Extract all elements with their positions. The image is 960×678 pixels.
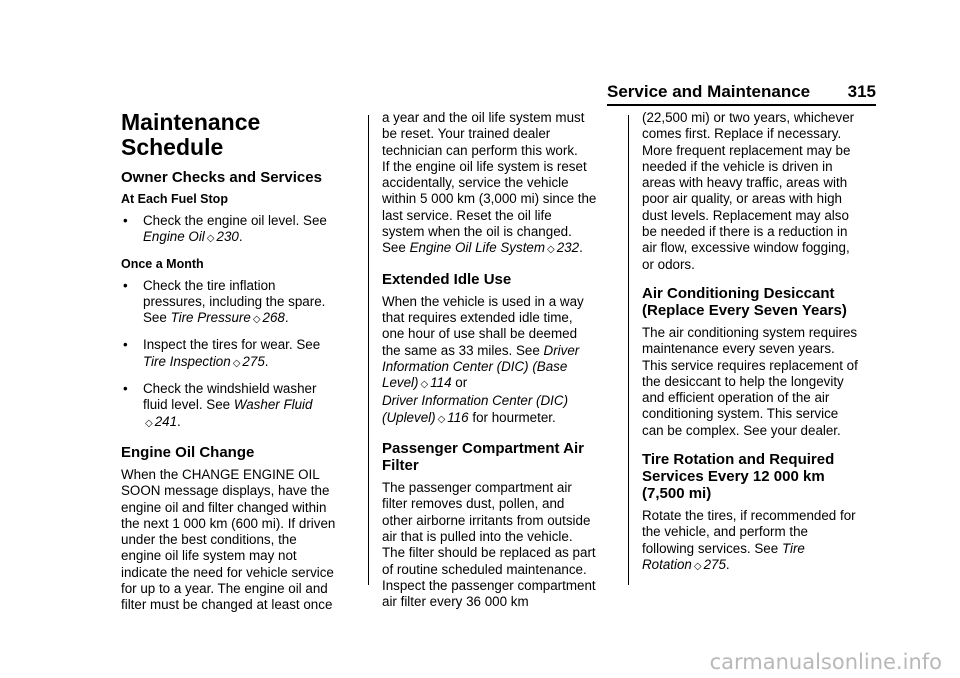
page-ref-icon: ◇ <box>232 357 241 369</box>
page-ref-icon: ◇ <box>437 413 446 425</box>
dic-uplevel-link[interactable]: Driver Information Center (DIC) (Uplevel) ◇ 116 <box>382 393 569 425</box>
ac-desiccant-heading: Air Conditioning Desiccant (Replace Every Seven Years) <box>642 284 847 319</box>
column-1 <box>121 110 359 623</box>
tire-rotation-link[interactable]: Tire Rotation ◇ 275 <box>642 540 805 572</box>
air-filter-heading: Passenger Compartment Air Filter <box>382 440 585 475</box>
page-ref-icon: ◇ <box>420 379 429 391</box>
owner-checks-heading: Owner Checks and Services <box>121 169 322 186</box>
engine-oil-change-heading: Engine Oil Change <box>121 443 255 461</box>
tire-pressure-link[interactable]: Tire Pressure ◇ 268 <box>170 310 285 326</box>
watermark: carmanualsonline.info <box>709 650 942 674</box>
column-divider-2 <box>628 115 629 585</box>
header-rule <box>607 104 876 106</box>
dic-base-link[interactable]: Driver Information Center (DIC) (Base Level) ◇ 114 <box>382 342 580 391</box>
air-filter-paragraph: The passenger compartment air filter removes dust, pollen, and other airborne irritants from outside air that is pulled into the vehicle. The filter should be replaced as part of routine scheduled maintenance. Inspect the passenger compartment air filter every 36 000 km <box>382 480 596 610</box>
list-item: • Check the windshield washer fluid level. See Washer Fluid ◇ 241. <box>123 381 317 429</box>
oil-life-paragraph: a year and the oil life system must be reset. Your trained dealer technician can perform this work. If the engine oil life system is reset accidentally, service the vehicle within 5 000 km (3,000 mi) since the last service. Reset the oil life system when the oil is changed. See Engine Oil Life System ◇ 232. <box>382 110 597 256</box>
fuel-stop-heading: At Each Fuel Stop <box>121 192 228 206</box>
tire-rotation-paragraph: Rotate the tires, if recommended for the vehicle, and perform the following services. See Tire Rotation ◇ 275. <box>642 508 856 572</box>
column-3 <box>642 110 880 584</box>
list-item: • Inspect the tires for wear. See Tire Inspection ◇ 275. <box>123 337 321 369</box>
engine-oil-link[interactable]: Engine Oil ◇ 230 <box>143 229 239 245</box>
column-divider-1 <box>368 115 369 585</box>
oil-life-system-link[interactable]: Engine Oil Life System ◇ 232 <box>409 240 580 256</box>
list-item: • Check the tire inflation pressures, including the spare. See Tire Pressure ◇ 268. <box>123 277 326 326</box>
once-a-month-heading: Once a Month <box>121 256 204 271</box>
oil-change-paragraph: When the CHANGE ENGINE OIL SOON message displays, have the engine oil and filter changed within the next 1 000 km (600 mi). If driven under the best conditions, the engine oil life system may not indicate the need for vehicle service for up to a year. The engine oil and filter must be changed at least once <box>121 466 336 613</box>
extended-idle-heading: Extended Idle Use <box>382 270 512 288</box>
washer-fluid-link[interactable]: Washer Fluid ◇ 241 <box>145 397 313 429</box>
page-ref-icon: ◇ <box>145 417 153 429</box>
column-2 <box>382 110 620 619</box>
tire-inspection-link[interactable]: Tire Inspection ◇ 275 <box>143 353 265 369</box>
idle-paragraph: When the vehicle is used in a way that requires extended idle time, one hour of use shall be deemed the same as 33 miles. See Driver Information Center (DIC) (Base Level) ◇ 114 or Driver Information Center (DIC) (Uplevel) ◇ 116 for hourmeter. <box>382 293 584 425</box>
page-ref-icon: ◇ <box>547 244 555 256</box>
air-filter-cont-paragraph: (22,500 mi) or two years, whichever comes first. Replace if necessary. More frequent replacement may be needed if the vehicle is driven in areas with heavy traffic, areas with poor air quality, or areas with high dust levels. Replacement may also be needed if there is a reduction in air flow, excessive window fogging, or odors. <box>642 110 855 272</box>
page-title: Maintenance Schedule <box>121 109 261 160</box>
page-header <box>607 80 876 106</box>
page-ref-icon: ◇ <box>693 560 702 572</box>
section-title: Service and Maintenance <box>607 82 811 101</box>
page-ref-icon: ◇ <box>252 314 261 326</box>
tire-rotation-heading: Tire Rotation and Required Services Every 12 000 km (7,500 mi) <box>642 451 835 503</box>
page-ref-icon: ◇ <box>206 233 215 245</box>
list-item: • Check the engine oil level. See Engine Oil ◇ 230. <box>123 213 327 245</box>
page-number: 315 <box>847 82 876 101</box>
ac-desiccant-paragraph: The air conditioning system requires maintenance every seven years. This service requires replacement of the desiccant to help the longevity and efficient operation of the air conditioning system. This service can be complex. See your dealer. <box>642 324 858 438</box>
